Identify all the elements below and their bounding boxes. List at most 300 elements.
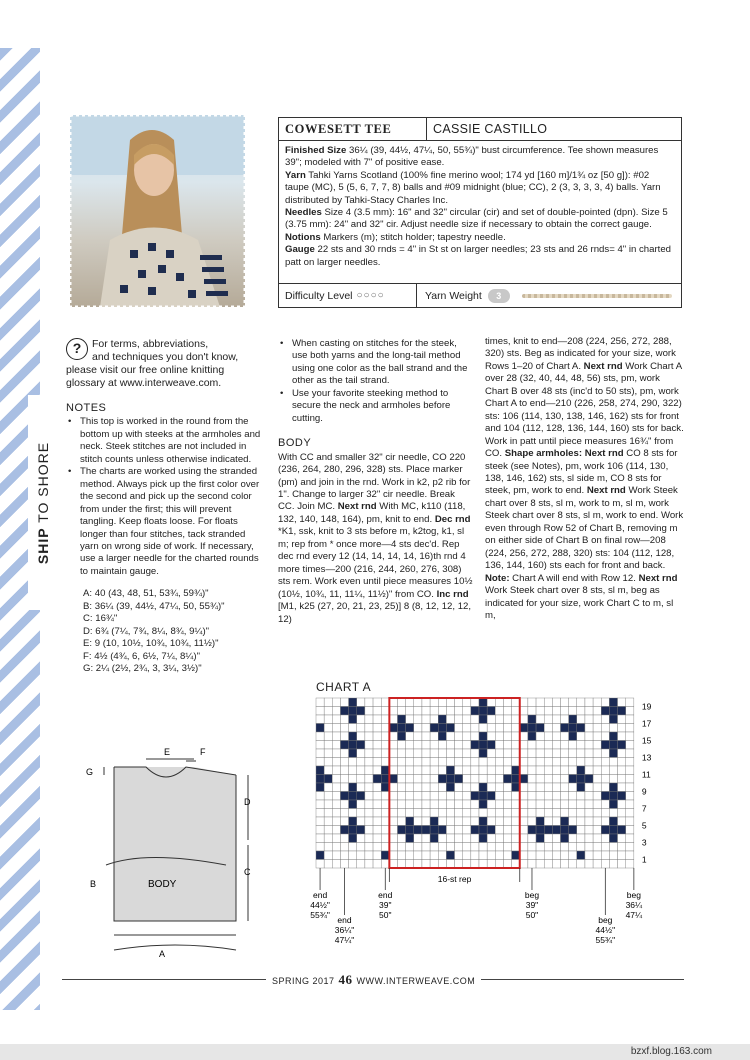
chart-cell xyxy=(463,732,471,741)
body-text-2: With MC, k110 (118, 132, 140, 148, 164), pm, knit to end. xyxy=(278,501,466,525)
chart-cell xyxy=(487,834,495,843)
chart-cell xyxy=(528,792,536,801)
chart-cell xyxy=(430,792,438,801)
chart-cell xyxy=(585,758,593,767)
chart-cell xyxy=(471,766,479,775)
chart-cell xyxy=(520,707,528,716)
chart-cell xyxy=(626,809,634,818)
chart-cell xyxy=(536,758,544,767)
chart-cell xyxy=(389,758,397,767)
chart-cell xyxy=(552,724,560,733)
chart-cell xyxy=(365,783,373,792)
chart-cell xyxy=(520,851,528,860)
chart-cell xyxy=(349,826,357,835)
help-line-1: For terms, abbreviations, xyxy=(92,338,209,350)
chart-cell xyxy=(528,749,536,758)
chart-cell xyxy=(373,809,381,818)
chart-cell xyxy=(357,834,365,843)
chart-cell xyxy=(406,715,414,724)
chart-cell xyxy=(316,817,324,826)
schematic-label-c: C xyxy=(244,867,251,877)
chart-cell xyxy=(487,766,495,775)
finished-size-label: Finished Size xyxy=(285,145,347,156)
chart-cell xyxy=(593,775,601,784)
chart-cell xyxy=(512,800,520,809)
chart-cell xyxy=(593,732,601,741)
chart-cell xyxy=(609,851,617,860)
chart-cell xyxy=(389,834,397,843)
chart-cell xyxy=(430,843,438,852)
chart-cell xyxy=(357,851,365,860)
chart-cell xyxy=(406,851,414,860)
chart-cell xyxy=(585,860,593,869)
measurement-a: A: 40 (43, 48, 51, 53¾, 59¾)" xyxy=(83,588,209,600)
chart-cell xyxy=(422,834,430,843)
chart-cell xyxy=(446,826,454,835)
chart-cell xyxy=(381,783,389,792)
chart-cell xyxy=(340,758,348,767)
chart-cell xyxy=(577,860,585,869)
chart-cell xyxy=(471,800,479,809)
chart-cell xyxy=(463,741,471,750)
chart-cell xyxy=(381,741,389,750)
chart-cell xyxy=(593,707,601,716)
chart-cell xyxy=(503,775,511,784)
chart-cell xyxy=(357,783,365,792)
chart-cell xyxy=(536,775,544,784)
chart-cell xyxy=(593,724,601,733)
chart-cell xyxy=(455,766,463,775)
chart-cell xyxy=(463,792,471,801)
chart-cell xyxy=(577,707,585,716)
chart-cell xyxy=(357,817,365,826)
chart-cell xyxy=(414,817,422,826)
chart-cell xyxy=(422,775,430,784)
chart-cell xyxy=(365,766,373,775)
chart-cell xyxy=(528,851,536,860)
chart-cell xyxy=(414,707,422,716)
notes-list-continued xyxy=(278,338,473,425)
chart-cell xyxy=(414,749,422,758)
chart-cell xyxy=(471,783,479,792)
chart-cell xyxy=(528,741,536,750)
chart-cell xyxy=(626,732,634,741)
chart-cell xyxy=(626,792,634,801)
chart-cell xyxy=(520,826,528,835)
chart-cell xyxy=(349,783,357,792)
chart-cell xyxy=(585,775,593,784)
chart-cell xyxy=(324,775,332,784)
measurement-c: C: 16¾" xyxy=(83,613,118,625)
column-2 xyxy=(278,338,473,626)
chart-cell xyxy=(609,809,617,818)
chart-cell xyxy=(528,758,536,767)
chart-cell xyxy=(609,715,617,724)
chart-cell xyxy=(544,783,552,792)
chart-cell xyxy=(324,766,332,775)
chart-cell xyxy=(316,775,324,784)
chart-cell xyxy=(609,775,617,784)
chart-cell xyxy=(357,775,365,784)
chart-marker-label: 44½" xyxy=(595,925,616,935)
chart-cell xyxy=(332,834,340,843)
chart-cell xyxy=(365,724,373,733)
chart-cell xyxy=(479,817,487,826)
measurement-f: F: 4½ (4¾, 6, 6½, 7¼, 8¼)" xyxy=(83,650,200,662)
chart-cell xyxy=(552,741,560,750)
chart-cell xyxy=(365,775,373,784)
chart-cell xyxy=(381,809,389,818)
chart-cell xyxy=(512,792,520,801)
chart-cell xyxy=(552,860,560,869)
chart-cell xyxy=(357,698,365,707)
chart-cell xyxy=(577,766,585,775)
chart-cell xyxy=(561,817,569,826)
chart-cell xyxy=(357,758,365,767)
chart-cell xyxy=(438,749,446,758)
needles-label: Needles xyxy=(285,207,322,219)
chart-cell xyxy=(593,817,601,826)
chart-cell xyxy=(398,809,406,818)
chart-cell xyxy=(373,851,381,860)
chart-cell xyxy=(561,775,569,784)
chart-cell xyxy=(479,860,487,869)
chart-cell xyxy=(446,707,454,716)
chart-cell xyxy=(340,792,348,801)
chart-cell xyxy=(381,766,389,775)
chart-cell xyxy=(593,698,601,707)
chart-cell xyxy=(561,741,569,750)
chart-cell xyxy=(601,741,609,750)
chart-cell xyxy=(585,741,593,750)
chart-cell xyxy=(479,775,487,784)
watermark-credit: bzxf.blog.163.com xyxy=(0,1044,750,1060)
body-bold-next-rnd: Next rnd xyxy=(337,501,377,513)
chart-cell xyxy=(430,783,438,792)
chart-cell xyxy=(528,800,536,809)
chart-cell xyxy=(536,749,544,758)
chart-cell xyxy=(495,775,503,784)
chart-cell xyxy=(552,834,560,843)
chart-cell xyxy=(487,724,495,733)
chart-cell xyxy=(389,783,397,792)
chart-cell xyxy=(618,851,626,860)
chart-cell xyxy=(544,724,552,733)
chart-cell xyxy=(609,732,617,741)
section-tab-rest: TO SHORE xyxy=(35,441,52,527)
chart-cell xyxy=(430,749,438,758)
chart-cell xyxy=(577,732,585,741)
chart-cell xyxy=(398,732,406,741)
chart-cell xyxy=(512,707,520,716)
body-text-1: With CC and smaller 32" cir needle, CO 220 (236, 264, 280, 296, 328) sts. Place marker (pm) and join in the rnd. Work in k2, p2 rib for 1". Change to larger 32" cir needle. Break CC. Join MC. xyxy=(278,451,471,513)
chart-cell xyxy=(340,783,348,792)
chart-marker-label: beg xyxy=(524,890,540,900)
chart-cell xyxy=(609,707,617,716)
schematic-label-a: A xyxy=(159,949,166,959)
chart-cell xyxy=(536,817,544,826)
chart-cell xyxy=(316,741,324,750)
chart-cell xyxy=(398,758,406,767)
chart-cell xyxy=(609,783,617,792)
chart-marker-label: 39" xyxy=(525,900,539,910)
chart-cell xyxy=(414,741,422,750)
chart-cell xyxy=(487,826,495,835)
chart-cell xyxy=(332,775,340,784)
chart-cell xyxy=(626,826,634,835)
chart-cell xyxy=(422,851,430,860)
chart-cell xyxy=(324,809,332,818)
chart-cell xyxy=(316,715,324,724)
chart-cell xyxy=(332,715,340,724)
chart-cell xyxy=(561,715,569,724)
chart-cell xyxy=(340,843,348,852)
chart-cell xyxy=(601,809,609,818)
chart-cell xyxy=(601,749,609,758)
chart-cell xyxy=(398,766,406,775)
chart-cell xyxy=(601,851,609,860)
chart-cell xyxy=(585,800,593,809)
help-line-2: and techniques you don't know, xyxy=(92,351,239,363)
chart-cell xyxy=(479,792,487,801)
chart-cell xyxy=(332,732,340,741)
chart-cell xyxy=(316,732,324,741)
chart-cell xyxy=(577,715,585,724)
chart-cell xyxy=(593,860,601,869)
chart-cell xyxy=(324,732,332,741)
chart-cell xyxy=(332,724,340,733)
chart-cell xyxy=(520,775,528,784)
chart-cell xyxy=(438,732,446,741)
chart-cell xyxy=(349,766,357,775)
chart-cell xyxy=(609,698,617,707)
chart-cell xyxy=(357,800,365,809)
chart-cell xyxy=(463,851,471,860)
chart-cell xyxy=(373,707,381,716)
chart-cell xyxy=(455,715,463,724)
chart-cell xyxy=(561,758,569,767)
chart-marker-label: 55¾" xyxy=(310,910,330,920)
chart-cell xyxy=(618,766,626,775)
chart-cell xyxy=(626,851,634,860)
chart-cell xyxy=(373,843,381,852)
chart-cell xyxy=(349,715,357,724)
chart-cell xyxy=(520,724,528,733)
chart-cell xyxy=(332,766,340,775)
chart-cell xyxy=(316,843,324,852)
chart-cell xyxy=(414,758,422,767)
chart-cell xyxy=(512,783,520,792)
chart-cell xyxy=(340,741,348,750)
chart-cell xyxy=(479,698,487,707)
chart-cell xyxy=(577,775,585,784)
chart-cell xyxy=(495,800,503,809)
chart-marker-label: end xyxy=(312,890,328,900)
chart-cell xyxy=(414,766,422,775)
chart-cell xyxy=(324,758,332,767)
chart-cell xyxy=(585,817,593,826)
chart-cell xyxy=(324,749,332,758)
chart-cell xyxy=(569,775,577,784)
chart-cell xyxy=(577,843,585,852)
body-bold-next-rnd: Next rnd xyxy=(586,485,626,497)
chart-cell xyxy=(609,758,617,767)
chart-cell xyxy=(471,732,479,741)
chart-cell xyxy=(373,775,381,784)
chart-cell xyxy=(463,775,471,784)
chart-cell xyxy=(552,715,560,724)
chart-cell xyxy=(495,749,503,758)
chart-cell xyxy=(463,749,471,758)
chart-cell xyxy=(398,724,406,733)
chart-cell xyxy=(446,817,454,826)
chart-cell xyxy=(381,826,389,835)
chart-cell xyxy=(316,766,324,775)
chart-cell xyxy=(569,698,577,707)
chart-cell xyxy=(528,783,536,792)
measurement-b: B: 36¼ (39, 44½, 47¼, 50, 55¾)" xyxy=(83,600,225,612)
chart-cell xyxy=(381,758,389,767)
chart-cell xyxy=(503,834,511,843)
chart-cell xyxy=(487,860,495,869)
chart-cell xyxy=(422,766,430,775)
chart-cell xyxy=(577,758,585,767)
chart-cell xyxy=(422,741,430,750)
chart-cell xyxy=(332,707,340,716)
chart-marker-label: 36¼" xyxy=(334,925,355,935)
chart-cell xyxy=(503,698,511,707)
chart-cell xyxy=(479,800,487,809)
chart-cell xyxy=(422,843,430,852)
body-text-7: CO 8 sts for steek (see Notes), pm, work 106 (114, 130, 138, 146, 162) sts, sl side m, CO 8 sts for steek, pm, work to end. xyxy=(485,448,678,497)
chart-cell xyxy=(349,698,357,707)
chart-cell xyxy=(324,860,332,869)
chart-cell xyxy=(324,792,332,801)
chart-cell xyxy=(544,860,552,869)
schematic-label-f: F xyxy=(200,747,206,757)
chart-cell xyxy=(398,843,406,852)
chart-cell xyxy=(349,800,357,809)
chart-cell xyxy=(585,766,593,775)
chart-cell xyxy=(536,732,544,741)
notions-label: Notions xyxy=(285,231,321,243)
chart-cell xyxy=(446,800,454,809)
chart-cell xyxy=(512,758,520,767)
chart-cell xyxy=(569,860,577,869)
chart-cell xyxy=(528,724,536,733)
chart-cell xyxy=(626,783,634,792)
chart-cell xyxy=(487,809,495,818)
chart-cell xyxy=(471,843,479,852)
chart-cell xyxy=(316,851,324,860)
chart-cell xyxy=(365,715,373,724)
chart-cell xyxy=(438,809,446,818)
chart-cell xyxy=(593,758,601,767)
chart-cell xyxy=(520,809,528,818)
chart-cell xyxy=(479,724,487,733)
chart-cell xyxy=(381,775,389,784)
chart-cell xyxy=(373,724,381,733)
chart-cell xyxy=(373,792,381,801)
body-text-8: Work Steek chart over 8 sts, sl m, work to m, sl m, work Steek chart over 8 sts, sl m, work to end. Work even through Row 52 of Chart B, removing m on either side of Chart B on final row—208 (224, 256, 272, 288, 320) sts: 104 (112, 128, 136, 144, 160) sts each for front and back. xyxy=(485,485,684,572)
chart-cell xyxy=(471,715,479,724)
chart-row-label: 5 xyxy=(641,820,647,831)
chart-cell xyxy=(577,834,585,843)
chart-cell xyxy=(422,749,430,758)
chart-marker-label: end xyxy=(378,890,393,900)
chart-cell xyxy=(609,749,617,758)
yarn-weight-label: Yarn Weight xyxy=(425,289,482,302)
chart-cell xyxy=(463,758,471,767)
chart-cell xyxy=(349,758,357,767)
chart-cell xyxy=(373,860,381,869)
chart-cell xyxy=(569,715,577,724)
chart-cell xyxy=(357,766,365,775)
chart-cell xyxy=(389,851,397,860)
chart-cell xyxy=(349,809,357,818)
chart-cell xyxy=(332,851,340,860)
chart-cell xyxy=(422,826,430,835)
chart-cell xyxy=(569,783,577,792)
chart-cell xyxy=(471,775,479,784)
chart-cell xyxy=(438,800,446,809)
chart-cell xyxy=(471,741,479,750)
chart-cell xyxy=(373,783,381,792)
chart-cell xyxy=(340,707,348,716)
chart-cell xyxy=(430,724,438,733)
chart-cell xyxy=(430,707,438,716)
chart-cell xyxy=(495,843,503,852)
chart-cell xyxy=(601,707,609,716)
chart-cell xyxy=(373,834,381,843)
chart-cell xyxy=(487,792,495,801)
chart-cell xyxy=(544,800,552,809)
chart-cell xyxy=(316,800,324,809)
chart-cell xyxy=(512,724,520,733)
chart-cell xyxy=(609,741,617,750)
pattern-specs xyxy=(279,141,681,281)
chart-cell xyxy=(340,698,348,707)
chart-cell xyxy=(520,800,528,809)
chart-cell xyxy=(414,732,422,741)
chart-cell xyxy=(552,775,560,784)
chart-cell xyxy=(357,809,365,818)
chart-cell xyxy=(569,809,577,818)
chart-cell xyxy=(487,817,495,826)
chart-cell xyxy=(471,698,479,707)
page-footer xyxy=(62,968,684,992)
chart-cell xyxy=(438,834,446,843)
gauge-label: Gauge xyxy=(285,244,315,256)
chart-cell xyxy=(479,741,487,750)
chart-cell xyxy=(569,741,577,750)
yarn-strand-image xyxy=(522,294,672,298)
chart-cell xyxy=(618,792,626,801)
body-text-6: Work Chart A over 28 (32, 40, 44, 48, 56) sts, pm, work Chart B over 48 sts (inc'd to 50 sts), pm, work Chart A to end—210 (226, 258, 274, 290, 322) sts: 106 (114, 130, 138, 146, 162) sts for front and 104 (112, 128, 136, 144, 160) sts for back. Work in patt until piece measures 16¾" from CO. xyxy=(485,360,684,460)
measurement-g: G: 2¼ (2½, 2¾, 3, 3¼, 3½)" xyxy=(83,663,202,675)
chart-cell xyxy=(626,749,634,758)
chart-cell xyxy=(544,715,552,724)
chart-cell xyxy=(349,741,357,750)
chart-cell xyxy=(471,809,479,818)
chart-cell xyxy=(552,792,560,801)
body-bold-next-rnd: Next rnd xyxy=(583,360,623,372)
chart-cell xyxy=(593,834,601,843)
chart-cell xyxy=(552,817,560,826)
chart-cell xyxy=(381,749,389,758)
chart-cell xyxy=(528,766,536,775)
chart-cell xyxy=(609,724,617,733)
